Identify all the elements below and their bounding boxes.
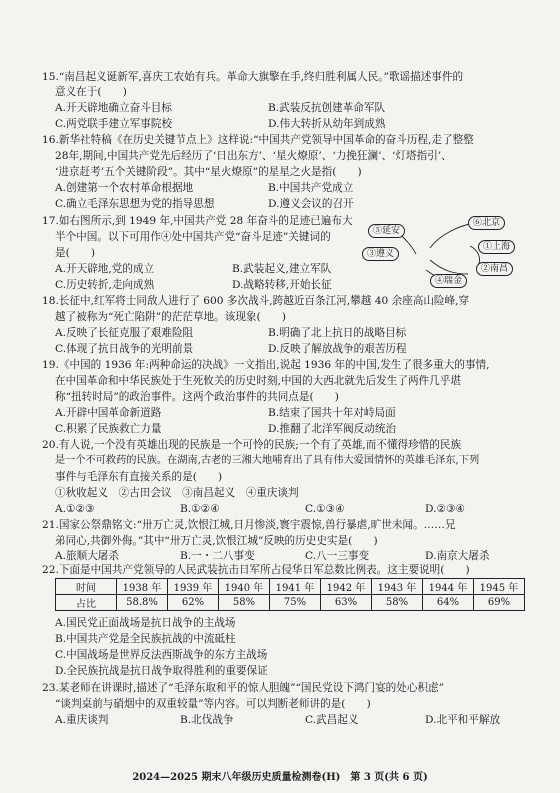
table-header-cell: 1940 年 bbox=[219, 579, 270, 595]
q21-option-a[interactable]: A.旅顺大屠杀 bbox=[55, 550, 119, 562]
q21-stem-line-1: 21.国家公祭鼎铭文:“卅万亡灵,饮恨江城,日月惨淡,寰宇震惊,兽行暴虐,旷世未闻。……兄 bbox=[42, 519, 456, 531]
q16-stem-line-2: 28年,期间,中国共产党先后经历了‘日出东方’、‘星火燎原’、‘力挽狂澜’、‘灯塔指引’、 bbox=[55, 150, 452, 162]
q16-option-b[interactable]: B.中国共产党成立 bbox=[268, 182, 354, 194]
q20-event-items: ①秋收起义 ②古田会议 ③南昌起义 ④重庆谈判 bbox=[55, 487, 299, 499]
table-header-cell: 1945 年 bbox=[474, 579, 525, 595]
table-row bbox=[56, 595, 525, 611]
table-cell: 58.8% bbox=[117, 595, 168, 611]
table-header-row bbox=[56, 579, 525, 595]
table-header-cell: 1942 年 bbox=[321, 579, 372, 595]
q16-stem-line-1: 16.新华社特稿《在历史关键节点上》这样说:“中国共产党领导中国革命的奋斗历程,走了整整 bbox=[42, 134, 474, 146]
q17-stem-line-3: 是( ) bbox=[55, 247, 96, 259]
table-cell: 58% bbox=[372, 595, 423, 611]
q18-option-b[interactable]: B.明确了北上抗日的战略目标 bbox=[268, 327, 407, 339]
table-cell: 69% bbox=[474, 595, 525, 611]
q20-option-b[interactable]: B.①②④ bbox=[180, 503, 220, 515]
q22-option-c[interactable]: C.中国战场是世界反法西斯战争的东方主战场 bbox=[55, 649, 268, 661]
q20-option-d[interactable]: D.②③④ bbox=[425, 503, 465, 515]
q17-stem-line-1: 17.如右图所示,到 1949 年,中国共产党 28 年奋斗的足迹已遍布大 bbox=[42, 215, 353, 227]
map-label-shanghai: ①上海 bbox=[478, 240, 515, 254]
q18-option-a[interactable]: A.反映了长征克服了艰难险阻 bbox=[55, 327, 194, 339]
q18-option-d[interactable]: D.反映了解放战争的艰苦历程 bbox=[268, 343, 407, 355]
q18-stem-line-1: 18.长征中,红军将士同敌人进行了 600 多次战斗,跨越近百条江河,攀越 40 余座高山险峰,穿 bbox=[42, 295, 470, 307]
map-label-yanan: ⑤延安 bbox=[368, 224, 405, 238]
q15-option-d[interactable]: D.伟大转折从幼年到成熟 bbox=[268, 118, 386, 130]
q20-stem-line-1: 20.有人说,一个没有英雄出现的民族是一个可怜的民族;一个有了英雄,而不懂得珍惜的民族 bbox=[42, 439, 462, 451]
q23-option-c[interactable]: C.武昌起义 bbox=[305, 714, 359, 726]
q15-stem-line-1: 15.“南昌起义诞新军,喜庆工农始有兵。革命大旗擎在手,终归胜利属人民。”歌谣描述事件的 bbox=[42, 71, 464, 83]
q16-stem-line-3: ‘进京赶考’五个关键阶段”。其中“星火燎原”的星星之火是指( ) bbox=[55, 166, 362, 178]
q17-option-b[interactable]: B.武装起义,建立军队 bbox=[232, 263, 332, 275]
q22-option-a[interactable]: A.国民党正面战场是抗日战争的主战场 bbox=[55, 617, 236, 629]
q23-option-a[interactable]: A.重庆谈判 bbox=[55, 714, 109, 726]
q23-stem-line-1: 23.某老师在讲课时,描述了“毛泽东取和平的惊人胆魄”“国民党设下鸿门宴的处心积虑” bbox=[42, 682, 445, 694]
map-label-beijing: ⑥北京 bbox=[468, 216, 505, 230]
q19-option-b[interactable]: B.结束了国共十年对峙局面 bbox=[268, 407, 396, 419]
q15-option-c[interactable]: C.两党联手建立军事院校 bbox=[55, 118, 173, 130]
q18-stem-line-2: 越了被称为“死亡陷阱”的茫茫草地。该现象( ) bbox=[55, 311, 286, 323]
q21-option-b[interactable]: B.一・二八事变 bbox=[180, 550, 255, 562]
q20-option-c[interactable]: C.①③④ bbox=[305, 503, 345, 515]
table-cell: 63% bbox=[321, 595, 372, 611]
map-label-zunyi: ③遵义 bbox=[362, 247, 399, 261]
table-header-cell: 时间 bbox=[56, 579, 117, 595]
table-cell: 58% bbox=[219, 595, 270, 611]
map-label-ruijin: ④瑞金 bbox=[430, 274, 467, 288]
q17-option-c[interactable]: C.历史转折,走向成熟 bbox=[55, 279, 155, 291]
q17-option-d[interactable]: D.战略转移,开始长征 bbox=[232, 279, 332, 291]
q16-option-c[interactable]: C.确立毛泽东思想为党的指导思想 bbox=[55, 198, 215, 210]
q19-stem-line-1: 19.《中国的 1936 年:两种命运的决战》一文指出,说起 1936 年的中国,发生了很多重大的事情, bbox=[42, 359, 490, 371]
q20-stem-line-2: 是一个不可救药的民族。在湖南,古老的三湘大地哺育出了具有伟大爱国情怀的英雄毛泽东,下列 bbox=[55, 455, 480, 466]
q19-stem-line-2: 在中国革命和中华民族处于生死攸关的历史时刻,中国的大西北就先后发生了两件几乎堪 bbox=[55, 375, 461, 387]
table-header-cell: 1939 年 bbox=[168, 579, 219, 595]
table-header-cell: 1944 年 bbox=[423, 579, 474, 595]
table-cell: 64% bbox=[423, 595, 474, 611]
q23-option-d[interactable]: D.北平和平解放 bbox=[425, 714, 501, 726]
q23-stem-line-2: “谈判桌前与硝烟中的双重较量”等内容。可以判断老师讲的是( ) bbox=[55, 698, 371, 710]
q15-option-a[interactable]: A.开天辟地确立奋斗目标 bbox=[55, 102, 172, 114]
q22-stem-line-1: 22.下面是中国共产党领导的人民武装抗击日军所占侵华日军总数比例表。这主要说明( ) bbox=[42, 564, 470, 576]
q15-option-b[interactable]: B.武装反抗创建革命军队 bbox=[268, 102, 386, 114]
revolution-route-map bbox=[360, 214, 528, 290]
table-header-cell: 1943 年 bbox=[372, 579, 423, 595]
q21-option-d[interactable]: D.南京大屠杀 bbox=[425, 550, 490, 562]
q20-stem-line-3: 事件与毛泽东有直接关系的是( ) bbox=[55, 471, 223, 483]
table-cell: 占比 bbox=[56, 595, 117, 611]
q23-option-b[interactable]: B.北伐战争 bbox=[180, 714, 234, 726]
q22-ratio-table bbox=[55, 578, 525, 611]
q18-option-c[interactable]: C.体现了抗日战争的光明前景 bbox=[55, 343, 194, 355]
q21-option-c[interactable]: C.八一三事变 bbox=[305, 550, 370, 562]
q19-option-a[interactable]: A.开辟中国革命新道路 bbox=[55, 407, 162, 419]
table-header-cell: 1941 年 bbox=[270, 579, 321, 595]
table-cell: 75% bbox=[270, 595, 321, 611]
q17-option-a[interactable]: A.开天辟地,党的成立 bbox=[55, 263, 155, 275]
q19-option-d[interactable]: D.推翻了北洋军阀反动统治 bbox=[268, 423, 397, 435]
q22-option-d[interactable]: D.全民族抗战是抗日战争取得胜利的重要保证 bbox=[55, 665, 268, 677]
q15-stem-line-2: 意义在于( ) bbox=[55, 86, 127, 98]
q16-option-a[interactable]: A.创建第一个农村革命根据地 bbox=[55, 182, 194, 194]
q17-stem-line-2: 半个中国。以下可用作④处中国共产党“奋斗足迹”关键词的 bbox=[55, 231, 331, 243]
q19-stem-line-3: 称“扭转时局”的政治事件。这两个政治事件的共同点是( ) bbox=[55, 391, 339, 403]
map-label-nanchang: ②南昌 bbox=[476, 262, 513, 276]
q19-option-c[interactable]: C.积累了民族救亡力量 bbox=[55, 423, 162, 435]
q20-option-a[interactable]: A.①②③ bbox=[55, 503, 95, 515]
q22-option-b[interactable]: B.中国共产党是全民族抗战的中流砥柱 bbox=[55, 633, 236, 645]
q21-stem-line-2: 弟同心,共御外侮。”其中“卅万亡灵,饮恨江城”反映的历史史实是( ) bbox=[55, 535, 378, 547]
page-footer: 2024—2025 期末八年级历史质量检测卷(H) 第 3 页(共 6 页) bbox=[132, 772, 428, 783]
table-cell: 62% bbox=[168, 595, 219, 611]
table-header-cell: 1938 年 bbox=[117, 579, 168, 595]
q16-option-d[interactable]: D.遵义会议的召开 bbox=[268, 198, 354, 210]
